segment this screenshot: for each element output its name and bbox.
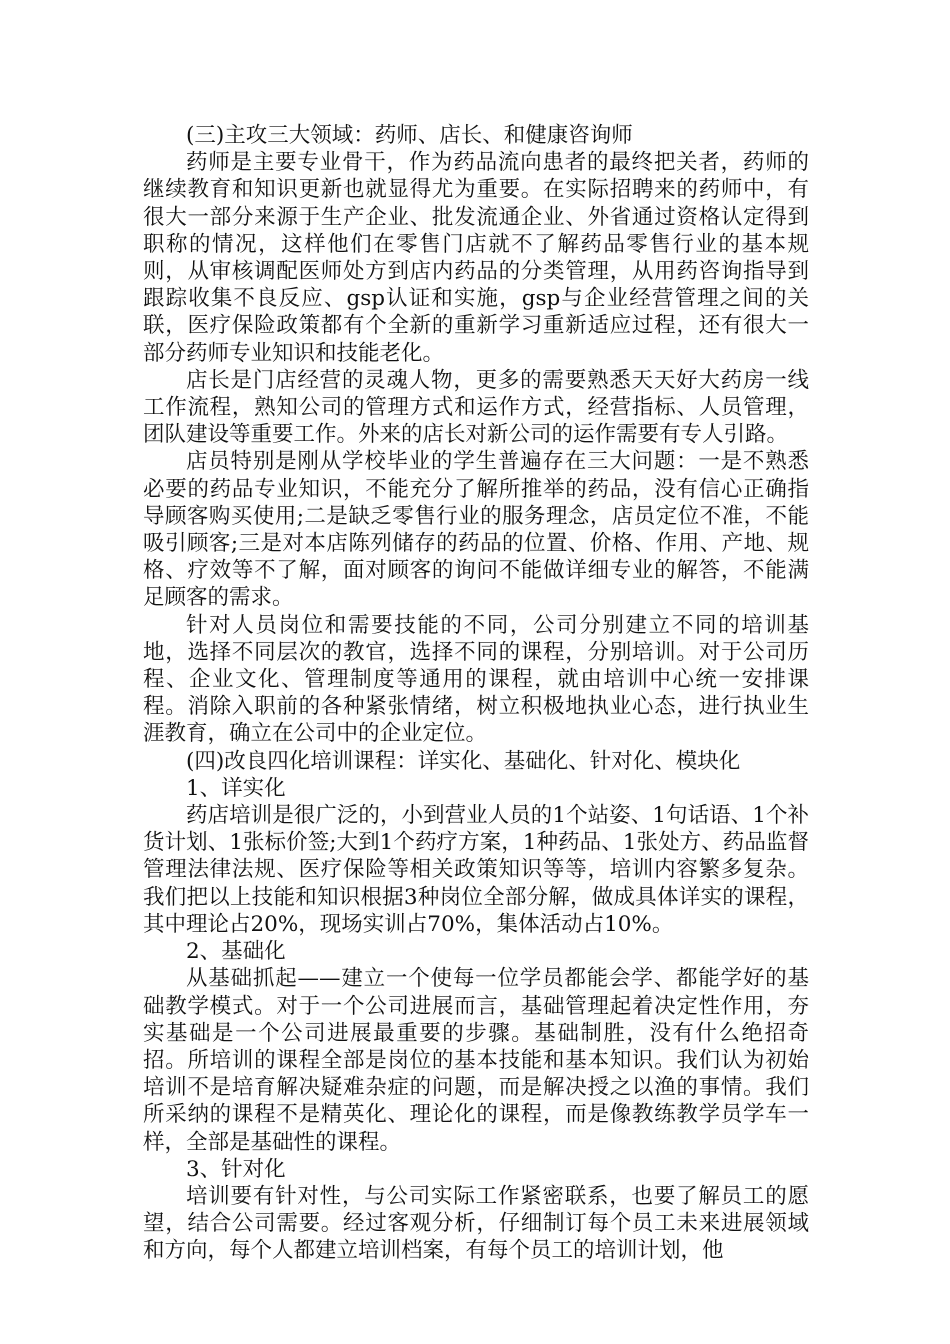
paragraph-targeted: 培训要有针对性，与公司实际工作紧密联系，也要了解员工的愿望，结合公司需要。经过客观分析，仔细制订每个员工未来进展领域和方向，每个人都建立培训档案，有每个员工的培训计划，他 — [143, 1183, 809, 1264]
paragraph-store-clerk: 店员特别是刚从学校毕业的学生普遍存在三大问题：一是不熟悉必要的药品专业知识，不能充分了解所推举的药品，没有信心正确指导顾客购买使用;二是缺乏零售行业的服务理念，店员定位不准，不能吸引顾客;三是对本店陈列储存的药品的位置、价格、作用、产地、规格、疗效等不了解，面对顾客的询问不能做详细专业的解答，不能满足顾客的需求。 — [143, 449, 809, 611]
subheading-basic: 2、基础化 — [186, 939, 286, 965]
paragraph-detailed: 药店培训是很广泛的，小到营业人员的1个站姿、1句话语、1个补货计划、1张标价签;大到1个药疗方案，1种药品、1张处方、药品监督管理法律法规、医疗保险等相关政策知识等等，培训内容繁多复杂。我们把以上技能和知识根据3种岗位全部分解，做成具体详实的课程，其中理论占20%，现场实训占70%，集体活动占10%。 — [143, 803, 809, 937]
section-heading-three-areas: (三)主攻三大领域：药师、店长、和健康咨询师 — [186, 123, 633, 148]
paragraph-basic: 从基础抓起——建立一个使每一位学员都能会学、都能学好的基础教学模式。对于一个公司进展而言，基础管理起着决定性作用，夯实基础是一个公司进展最重要的步骤。基础制胜，没有什么绝招奇招。所培训的课程全部是岗位的基本技能和基本知识。我们认为初始培训不是培育解决疑难杂症的问题，而是解决授之以渔的事情。我们所采纳的课程不是精英化、理论化的课程，而是像教练教学员学车一样，全部是基础性的课程。 — [143, 966, 809, 1155]
subheading-detailed: 1、详实化 — [186, 775, 286, 801]
document-body — [143, 122, 809, 1265]
paragraph-pharmacist: 药师是主要专业骨干，作为药品流向患者的最终把关者，药师的继续教育和知识更新也就显得尤为重要。在实际招聘来的药师中，有很大一部分来源于生产企业、批发流通企业、外省通过资格认定得到职称的情况，这样他们在零售门店就不了解药品零售行业的基本规则，从审核调配医师处方到店内药品的分类管理，从用药咨询指导到跟踪收集不良反应、gsp认证和实施，gsp与企业经营管理之间的关联，医疗保险政策都有个全新的重新学习重新适应过程，还有很大一部分药师专业知识和技能老化。 — [143, 150, 809, 366]
section-heading-four-courses: (四)改良四化培训课程：详实化、基础化、针对化、模块化 — [186, 748, 741, 774]
subheading-targeted: 3、针对化 — [186, 1156, 286, 1182]
paragraph-store-manager: 店长是门店经营的灵魂人物，更多的需要熟悉天天好大药房一线工作流程，熟知公司的管理方式和运作方式，经营指标、人员管理，团队建设等重要工作。外来的店长对新公司的运作需要有专人引路。 — [143, 367, 809, 448]
paragraph-training-bases: 针对人员岗位和需要技能的不同，公司分别建立不同的培训基地，选择不同层次的教官，选择不同的课程，分别培训。对于公司历程、企业文化、管理制度等通用的课程，就由培训中心统一安排课程。消除入职前的各种紧张情绪，树立积极地执业心态，进行执业生涯教育，确立在公司中的企业定位。 — [143, 612, 809, 747]
